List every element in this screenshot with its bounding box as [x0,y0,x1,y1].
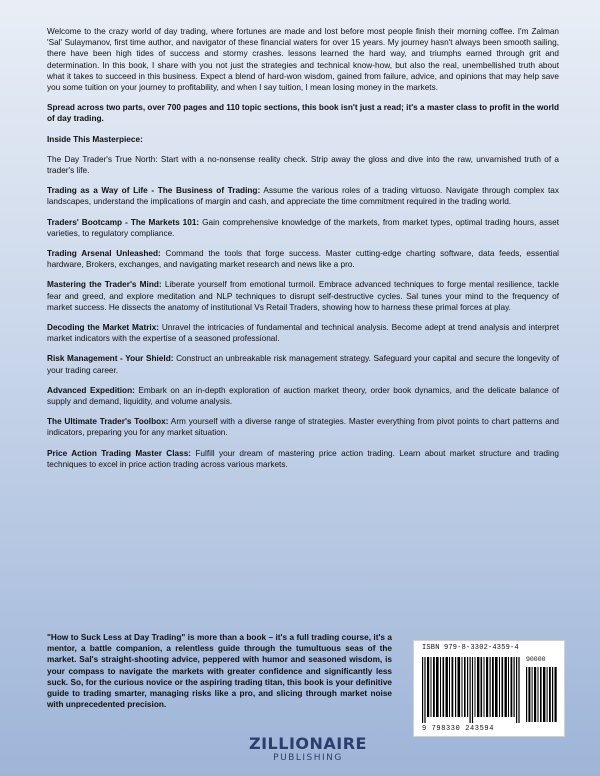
logo-sub-text: PUBLISHING [273,753,343,763]
section-trading-arsenal [47,248,559,270]
section-text: Embark on an in-depth exploration of auction market theory, order book dynamics, and the delicate balance of supply and demand, liquidity, and volume analysis. [47,385,559,407]
section-traders-toolbox [47,416,559,438]
barcode [413,640,565,737]
section-markets-101 [47,217,559,239]
section-title: Price Action Trading Master Class: [47,448,192,458]
section-title: Mastering the Trader's Mind: [47,280,162,290]
section-title: Traders' Bootcamp - The Markets 101: [47,217,200,227]
barcode-bars-icon [422,657,522,723]
section-business-of-trading [47,185,559,207]
section-text: Liberate yourself from emotional turmoil. Embrace advanced techniques to forge mental resilience, tackle fear and greed, and explore meditation and NLP techniques to disrupt self-destructive cycles. Sal tunes your mind to the frequency of market success. He dissects the anatomy of institutional Vs Retail Traders, showing how to harness these primal forces at play. [47,280,559,312]
intro-paragraph: Welcome to the crazy world of day trading, where fortunes are made and lost before most people finish their morning coffee. I'm Zalman 'Sal' Sulaymanov, first time author, and navigator of these financial waters for over 15 years. My journey hasn't always been smooth sailing, there have been high tides of success and stormy crashes. lessons learned the hard way, and triumphs earned through grit and determination. In this book, I share with you not just the strategies and technical know-how, but also the real, unembellished truth about what it takes to succeed in this business. Expect a blend of hard-won wisdom, gained from failure, advice, and opinions that may help save you some tuition on your journey to profitability, and when I say tuition, I mean losing money in the markets. [47,27,559,93]
logo-main-text: ZILLIONAIRE [249,734,367,753]
section-text: Command the tools that forge success. Master cutting-edge charting software, data feeds, essential hardware, Brokers, exchanges, and navigating market research and news like a pro. [47,249,559,270]
section-text: Arm yourself with a diverse range of strategies. Master everything from pivot points to chart patterns and indicators, preparing you for any market situation. [47,417,559,438]
barcode-addon-bars-icon [526,667,558,722]
section-title: Risk Management - Your Shield: [47,354,174,364]
section-title: Decoding the Market Matrix: [47,323,160,333]
section-text: Gain comprehensive knowledge of the markets, from market types, optimal trading hours, asset varieties, to regulatory compliance. [47,217,559,238]
bold-intro-paragraph: Spread across two parts, over 700 pages and 110 topic sections, this book isn't just a read; it's a master class to profit in the world of day trading. [47,103,559,124]
barcode-addon-number: 90000 [526,656,546,663]
section-text: Unravel the intricacies of fundamental and technical analysis. Become adept at trend analysis and interpret market indicators with the expertise of a seasoned professional. [47,323,559,344]
section-title: Trading Arsenal Unleashed: [47,249,161,259]
section-price-action [47,448,559,470]
section-text: Construct an unbreakable risk management strategy. Safeguard your capital and secure the longevity of your trading career. [47,354,559,375]
section-traders-mind [47,279,559,313]
section-advanced-expedition [47,385,559,407]
section-risk-management [47,353,559,375]
true-north-paragraph: The Day Trader's True North: Start with a no-nonsense reality check. Strip away the gloss and dive into the raw, unvarnished truth of a trader's life. [47,154,559,176]
back-cover-text [47,26,559,479]
isbn-label: ISBN 979-8-3302-4359-4 [422,644,519,652]
section-text: Assume the various roles of a trading virtuoso. Navigate through complex tax landscapes, understand the implications of margin and cash, and appreciate the time commitment required in the trading world. [47,186,559,207]
inside-heading: Inside This Masterpiece: [47,134,143,144]
section-title: Trading as a Way of Life - The Business of Trading: [47,186,261,196]
barcode-number: 9 798330 243594 [422,725,495,733]
section-text: Fulfill your dream of mastering price action trading. Learn about market structure and trading techniques to excel in price action trading across various markets. [47,448,560,469]
section-title: Advanced Expedition: [47,385,135,395]
publisher-logo [233,732,383,772]
section-title: The Ultimate Trader's Toolbox: [47,417,169,427]
section-market-matrix [47,322,559,344]
closing-paragraph: "How to Suck Less at Day Trading" is more than a book – it's a full trading course, it's a mentor, a battle companion, a relentless guide through the tumultuous seas of the market. Sal's straight-shooting advice, peppered with humor and seasoned wisdom, is your compass to navigate the markets with greater confidence and significantly less suck. So, for the curious novice or the aspiring trading titan, this book is your definitive guide to trading smarter, managing risks like a pro, and slicing through market noise with unprecedented precision. [47,633,392,710]
